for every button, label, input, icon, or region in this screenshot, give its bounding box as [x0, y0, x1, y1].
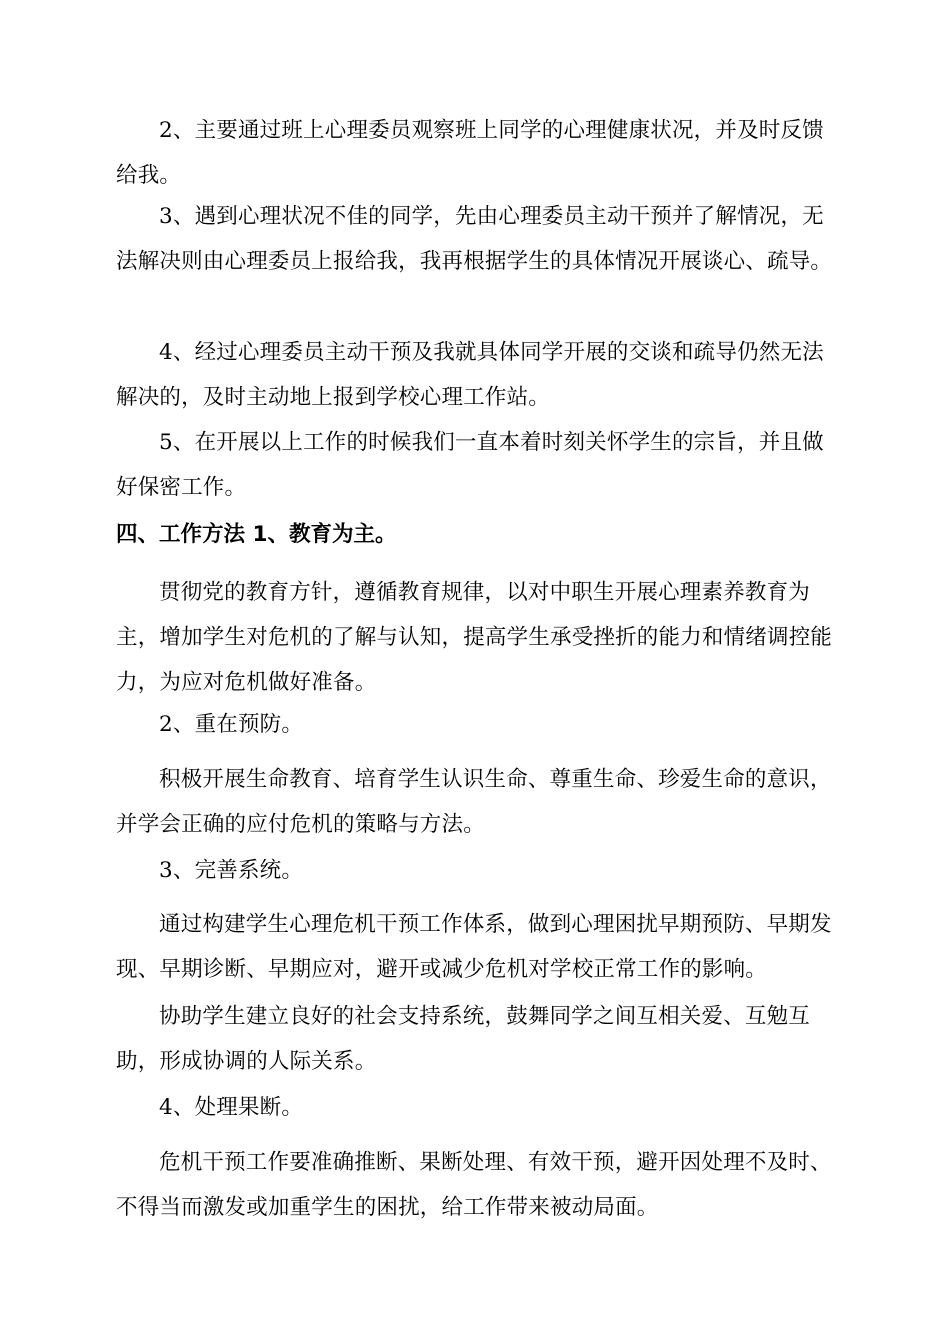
paragraph-system: 通过构建学生心理危机干预工作体系，做到心理困扰早期预防、早期发现、早期诊断、早期应对，避开或减少危机对学校正常工作的影响。	[116, 912, 832, 982]
section-heading-methods: 四、工作方法 1、教育为主。	[116, 522, 397, 547]
paragraph-item-4: 4、经过心理委员主动干预及我就具体同学开展的交谈和疏导仍然无法解决的，及时主动地上报到学校心理工作站。	[116, 340, 824, 410]
subheading-system: 3、完善系统。	[159, 858, 304, 883]
subheading-decisive: 4、处理果断。	[159, 1095, 304, 1120]
paragraph-education: 贯彻党的教育方针，遵循教育规律，以对中职生开展心理素养教育为主，增加学生对危机的了解与认知，提高学生承受挫折的能力和情绪调控能力，为应对危机做好准备。	[116, 580, 833, 695]
paragraph-item-5: 5、在开展以上工作的时候我们一直本着时刻关怀学生的宗旨，并且做好保密工作。	[116, 430, 824, 500]
paragraph-item-3: 3、遇到心理状况不佳的同学，先由心理委员主动干预并了解情况，无法解决则由心理委员上报给我，我再根据学生的具体情况开展谈心、疏导。	[116, 204, 833, 274]
paragraph-support: 协助学生建立良好的社会支持系统，鼓舞同学之间互相关爱、互勉互助，形成协调的人际关系。	[116, 1004, 811, 1074]
subheading-prevention: 2、重在预防。	[159, 712, 304, 737]
paragraph-prevention: 积极开展生命教育、培育学生认识生命、尊重生命、珍爱生命的意识，并学会正确的应付危机的策略与方法。	[116, 767, 832, 837]
paragraph-item-2: 2、主要通过班上心理委员观察班上同学的心理健康状况，并及时反馈给我。	[116, 118, 824, 188]
paragraph-decisive: 危机干预工作要准确推断、果断处理、有效干预，避开因处理不及时、不得当而激发或加重学生的困扰，给工作带来被动局面。	[116, 1150, 832, 1220]
